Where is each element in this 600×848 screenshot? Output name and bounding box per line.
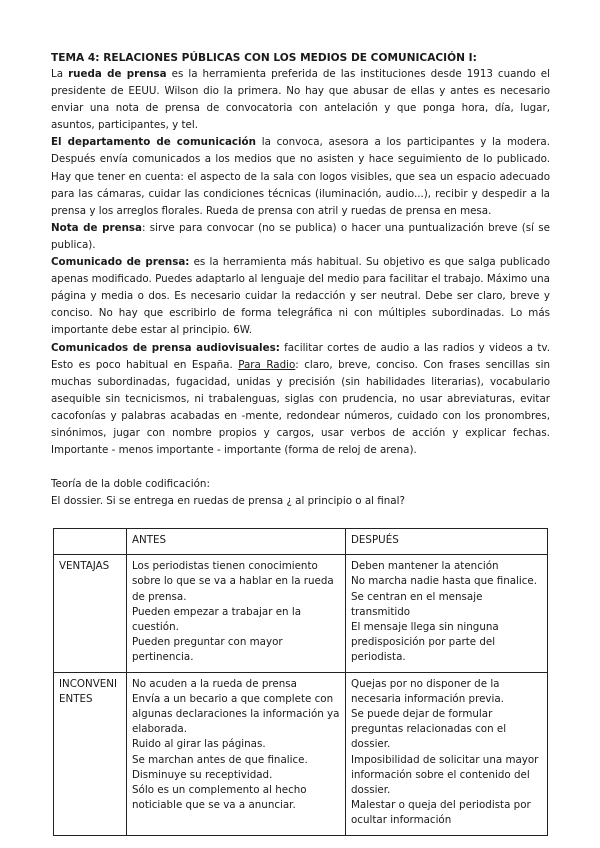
table-row-ventajas	[54, 555, 548, 672]
cell-line: Malestar o queja del periodista por ocultar información	[351, 799, 531, 827]
inconvenientes-antes-cell	[127, 672, 346, 835]
text-run: es la herramienta más habitual. Su objetivo es que salga publicado apenas modificado. Puedes adaptarlo al lenguaje del medio para facilitar el trabajo. Máximo una página y media o dos. Es necesario cuidar la redacción y ser neutral. Debe ser claro, breve y conciso. No hay que escribirlo de forma telegráfica ni con múltiples subordinadas. Lo más importante debe estar al principio. 6W.	[51, 256, 550, 337]
text-run: facilitar cortes de audio a las radios y videos a tv. Esto es poco habitual en España.	[51, 341, 550, 371]
cell-line: No marcha nadie hasta que finalice.	[351, 575, 538, 588]
cell-line: Envía a un becario a que complete con algunas declaraciones la información ya elaborada.	[132, 692, 340, 736]
cell-line: Se centran en el mensaje transmitido	[351, 590, 483, 618]
text-run: : sirve para convocar (no se publica) o hacer una puntualización breve (sí se publica).	[51, 221, 550, 251]
header-blank-cell	[54, 529, 127, 555]
term-nota-de-prensa: Nota de prensa	[51, 221, 143, 234]
cell-line: Sólo es un complemento al hecho noticiable que se va a anunciar.	[132, 784, 307, 812]
paragraph-departamento	[51, 134, 550, 219]
table-header-row	[54, 529, 548, 555]
paragraph-audiovisuales	[51, 340, 550, 460]
cell-line: Se marchan antes de que finalice.	[132, 753, 308, 766]
text-run: la convoca, asesora a los participantes y la modera. Después envía comunicados a los medios que no asisten y hace seguimiento de lo publicado. Hay que tener en cuenta: el aspecto de la sala con logos visibles, que sea un espacio adecuado para las cámaras, cuidar las condiciones técnicas (iluminación, audio...), recibir y despedir a la prensa y los arreglos florales. Rueda de prensa con atril y ruedas de prensa en mesa.	[51, 136, 550, 217]
cell-line: Imposibilidad de solicitar una mayor información sobre el contenido del dossier.	[351, 753, 539, 797]
paragraph-doble-codificacion: Teoría de la doble codificación:	[51, 478, 210, 491]
text-run: es la herramienta preferida de las instituciones desde 1913 cuando el presidente de EEUU. Wilson dio la primera. No hay que abusar de ellas y antes es necesario enviar una nota de prensa de convocatoria con antelación y que ponga hora, día, lugar, asuntos, participantes, y tel.	[51, 68, 550, 132]
term-rueda-de-prensa: rueda de prensa	[68, 68, 167, 80]
paragraph-rueda-de-prensa	[51, 66, 550, 134]
ventajas-antes-cell	[127, 555, 346, 672]
cell-line: Pueden empezar a trabajar en la cuestión.	[132, 605, 302, 634]
header-despues: DESPUÉS	[346, 529, 548, 555]
paragraph-comunicado	[51, 254, 550, 339]
spacer	[51, 459, 550, 476]
paragraph-dossier: El dossier. Si se entrega en ruedas de prensa ¿ al principio o al final?	[51, 495, 405, 508]
term-departamento: El departamento de comunicación	[51, 136, 256, 149]
header-antes: ANTES	[127, 529, 346, 555]
term-para-radio: Para Radio	[238, 358, 296, 371]
row-label-ventajas: VENTAJAS	[54, 555, 127, 672]
cell-line: El mensaje llega sin ninguna predisposición por parte del periodista.	[351, 621, 499, 664]
dossier-comparison-table	[53, 528, 548, 836]
paragraph-nota-de-prensa	[51, 220, 550, 254]
text-run: La	[51, 68, 69, 80]
term-comunicado: Comunicado de prensa:	[51, 256, 190, 269]
term-audiovisuales: Comunicados de prensa audiovisuales:	[51, 341, 280, 354]
document-title: TEMA 4: RELACIONES PÚBLICAS CON LOS MEDIOS DE COMUNICACIÓN I:	[51, 52, 477, 64]
cell-line: Los periodistas tienen conocimiento sobre lo que se va a hablar en la rueda de prensa.	[132, 560, 334, 603]
row-label-text: INCONVENIENTES	[59, 677, 118, 705]
cell-line: Deben mantener la atención	[351, 560, 499, 573]
cell-line: Disminuye su receptividad.	[132, 768, 273, 781]
ventajas-despues-cell	[346, 555, 548, 672]
table-row-inconvenientes	[54, 672, 548, 835]
text-run: : claro, breve, conciso. Con frases sencillas sin muchas subordinadas, fugacidad, unidas y precisión (sin habilidades literarias), vocabulario asequible sin tecnicismos, ni trabalenguas, siglas con prudencia, no usar abreviaturas, evitar cacofonías y palabras acabadas en -mente, redondear números, cuidado con los pronombres, sinónimos, jugar con nombre propios y cargos, usar verbos de acción y explicar fechas. Importante - menos importante - importante (forma de reloj de arena).	[51, 358, 550, 457]
cell-line: Ruido al girar las páginas.	[132, 738, 266, 751]
document-page	[51, 51, 550, 510]
cell-line: Se puede dejar de formular preguntas relacionadas con el dossier.	[351, 708, 507, 751]
row-label-inconvenientes	[54, 672, 127, 835]
inconvenientes-despues-cell	[346, 672, 548, 835]
cell-line: Pueden preguntar con mayor pertinencia.	[132, 636, 283, 664]
cell-line: Quejas por no disponer de la necesaria información previa.	[351, 677, 504, 705]
cell-line: No acuden a la rueda de prensa	[132, 677, 297, 690]
